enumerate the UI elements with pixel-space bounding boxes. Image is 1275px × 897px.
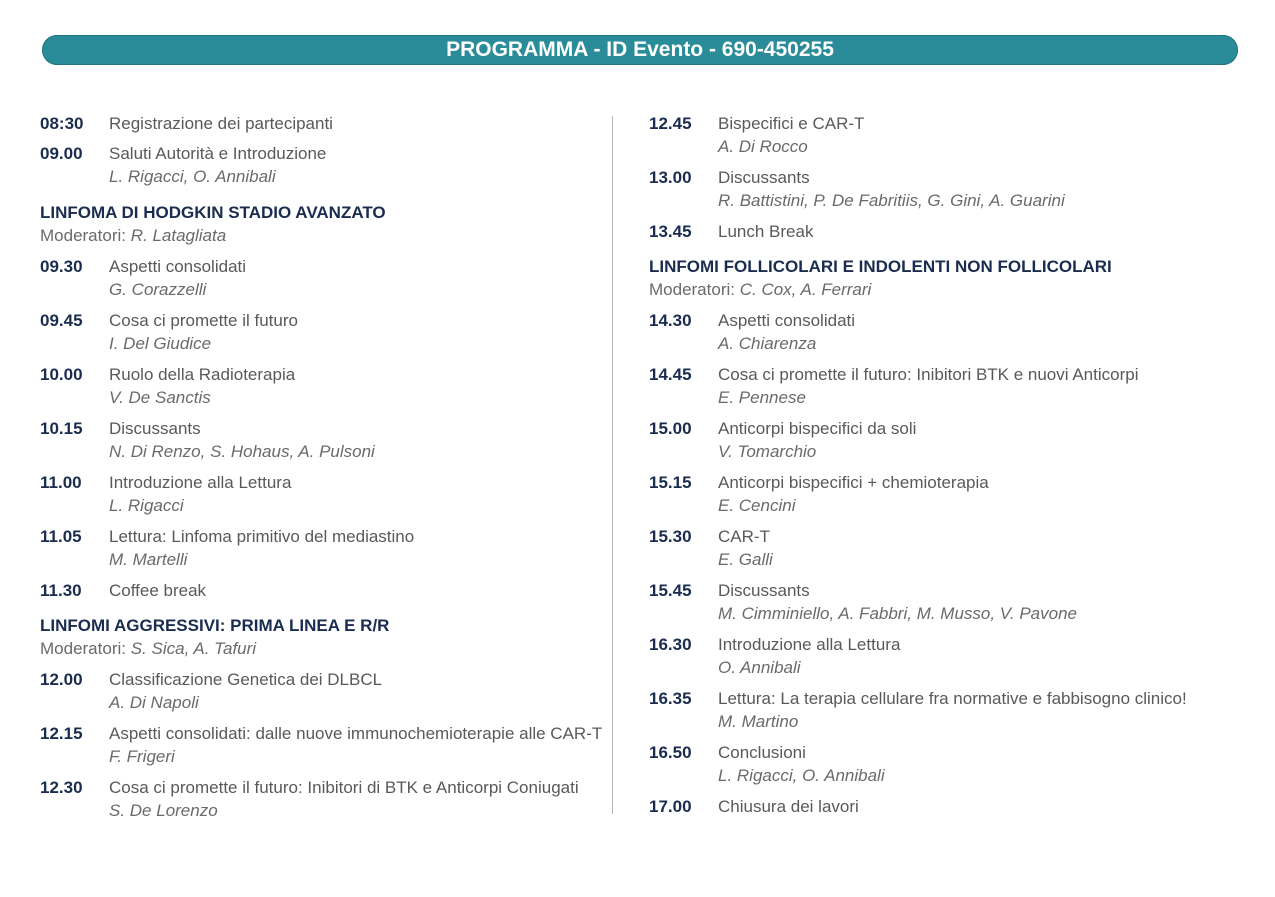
item-time: 16.50 xyxy=(649,743,692,762)
item-title: Cosa ci promette il futuro: Inibitori di BTK e Anticorpi Coniugati xyxy=(109,778,579,797)
item-time: 14.45 xyxy=(649,365,692,384)
item-title: Registrazione dei partecipanti xyxy=(109,114,333,133)
item-time: 09.45 xyxy=(40,311,83,330)
item-time: 15.30 xyxy=(649,527,692,546)
item-speaker: A. Di Napoli xyxy=(109,693,199,712)
moderators-names: R. Latagliata xyxy=(130,226,227,245)
item-time: 14.30 xyxy=(649,311,692,330)
item-time: 16.30 xyxy=(649,635,692,654)
item-title: Anticorpi bispecifici + chemioterapia xyxy=(718,473,989,492)
item-title: Conclusioni xyxy=(718,743,806,762)
item-time: 13.45 xyxy=(649,222,692,241)
item-title: Discussants xyxy=(718,581,810,600)
item-time: 16.35 xyxy=(649,689,692,708)
item-speaker: O. Annibali xyxy=(718,658,801,677)
item-title: Bispecifici e CAR-T xyxy=(718,114,865,133)
item-title: Discussants xyxy=(718,168,810,187)
item-title: Lettura: La terapia cellulare fra normative e fabbisogno clinico! xyxy=(718,689,1187,708)
item-speaker: M. Martelli xyxy=(109,550,188,569)
item-time: 10.00 xyxy=(40,365,83,384)
column-divider xyxy=(612,116,613,814)
moderators xyxy=(40,639,256,659)
item-speaker: A. Di Rocco xyxy=(718,137,808,156)
item-title: CAR-T xyxy=(718,527,770,546)
item-title: Discussants xyxy=(109,419,201,438)
item-title: Coffee break xyxy=(109,581,207,600)
section-title: LINFOMI AGGRESSIVI: PRIMA LINEA E R/R xyxy=(40,616,390,635)
item-title: Chiusura dei lavori xyxy=(718,797,859,816)
item-time: 12.15 xyxy=(40,724,83,743)
item-time: 12.45 xyxy=(649,114,692,133)
item-title: Anticorpi bispecifici da soli xyxy=(718,419,917,438)
item-time: 12.30 xyxy=(40,778,83,797)
item-time: 15.15 xyxy=(649,473,692,492)
item-time: 11.30 xyxy=(40,581,82,600)
moderators xyxy=(40,226,226,246)
item-title: Aspetti consolidati xyxy=(109,257,247,276)
item-time: 10.15 xyxy=(40,419,83,438)
moderators-label: Moderatori: xyxy=(40,639,126,658)
program-header-title: PROGRAMMA - ID Evento - 690-450255 xyxy=(446,38,834,61)
item-speaker: G. Corazzelli xyxy=(109,280,207,299)
item-title: Aspetti consolidati: dalle nuove immunochemioterapie alle CAR-T xyxy=(109,724,603,743)
item-speaker: E. Galli xyxy=(718,550,773,569)
item-title: Lunch Break xyxy=(718,222,814,241)
moderators-label: Moderatori: xyxy=(40,226,126,245)
item-speaker: L. Rigacci, O. Annibali xyxy=(109,167,276,186)
item-speaker: S. De Lorenzo xyxy=(109,801,218,820)
item-time: 11.00 xyxy=(40,473,82,492)
item-title: Introduzione alla Lettura xyxy=(109,473,292,492)
program-header-banner xyxy=(42,35,1238,65)
item-time: 13.00 xyxy=(649,168,692,187)
item-speaker: L. Rigacci xyxy=(109,496,184,515)
section-title: LINFOMI FOLLICOLARI E INDOLENTI NON FOLLICOLARI xyxy=(649,257,1112,276)
item-speaker: E. Pennese xyxy=(718,388,806,407)
item-speaker: V. Tomarchio xyxy=(718,442,817,461)
item-title: Introduzione alla Lettura xyxy=(718,635,901,654)
item-title: Ruolo della Radioterapia xyxy=(109,365,296,384)
item-time: 12.00 xyxy=(40,670,83,689)
moderators-names: S. Sica, A. Tafuri xyxy=(130,639,257,658)
item-speaker: A. Chiarenza xyxy=(718,334,817,353)
item-speaker: F. Frigeri xyxy=(109,747,175,766)
item-time: 17.00 xyxy=(649,797,692,816)
item-speaker: E. Cencini xyxy=(718,496,796,515)
moderators-label: Moderatori: xyxy=(649,280,735,299)
item-time: 08:30 xyxy=(40,114,84,133)
item-title: Aspetti consolidati xyxy=(718,311,856,330)
moderators xyxy=(649,280,871,300)
item-title: Cosa ci promette il futuro: Inibitori BTK e nuovi Anticorpi xyxy=(718,365,1139,384)
item-time: 15.45 xyxy=(649,581,692,600)
item-time: 09.00 xyxy=(40,144,83,163)
item-time: 09.30 xyxy=(40,257,83,276)
item-title: Saluti Autorità e Introduzione xyxy=(109,144,327,163)
moderators-names: C. Cox, A. Ferrari xyxy=(739,280,872,299)
item-speaker: V. De Sanctis xyxy=(109,388,211,407)
item-title: Lettura: Linfoma primitivo del mediastino xyxy=(109,527,415,546)
item-speaker: I. Del Giudice xyxy=(109,334,212,353)
item-speaker: L. Rigacci, O. Annibali xyxy=(718,766,885,785)
item-speaker: R. Battistini, P. De Fabritiis, G. Gini, A. Guarini xyxy=(718,191,1065,210)
item-title: Cosa ci promette il futuro xyxy=(109,311,298,330)
item-speaker: N. Di Renzo, S. Hohaus, A. Pulsoni xyxy=(109,442,375,461)
item-time: 15.00 xyxy=(649,419,692,438)
item-time: 11.05 xyxy=(40,527,82,546)
item-speaker: M. Cimminiello, A. Fabbri, M. Musso, V. Pavone xyxy=(718,604,1077,623)
item-speaker: M. Martino xyxy=(718,712,799,731)
item-title: Classificazione Genetica dei DLBCL xyxy=(109,670,383,689)
section-title: LINFOMA DI HODGKIN STADIO AVANZATO xyxy=(40,203,386,222)
